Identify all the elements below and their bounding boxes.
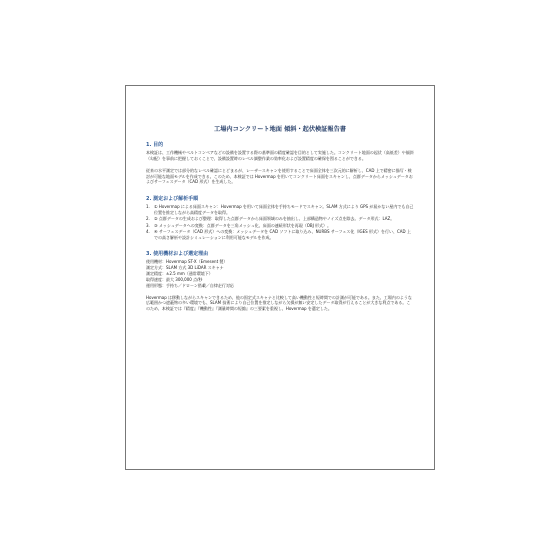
spec-line: 使用機材：Hovermap ST-X（Emesent 製） (146, 258, 228, 264)
list-number: 1. (146, 203, 150, 209)
list-item (146, 204, 414, 215)
section-gap (146, 242, 414, 247)
document-title: 工場内コンクリート地面 傾斜・起伏検証報告書 (214, 126, 346, 133)
document-page (125, 85, 435, 470)
procedure-list (146, 204, 414, 241)
spec-line: 測定精度：±2.5 mm（通常環境下） (146, 270, 213, 276)
section-purpose (146, 141, 414, 185)
paragraph: 本検証は、工作機械やベルトコンベアなどの設備を設置する際の基準面の精度確認を目的として実施した。コンクリート地面の起伏（高低差）や傾斜（勾配）を事前に把握しておくことで、設備設置時のレベル調整作業の効率化および設置精度の確保を図ることができる。 (146, 150, 414, 161)
list-text: ③ メッシュデータへの変換：点群データを三角メッシュ化、床面の連続形状を再現（OBJ 形式）。 (154, 222, 332, 228)
list-text: ① Hovermap による床面スキャン：Hovermap を用いて床面全体を手持ちモードでスキャン。SLAM 方式により GPS が届かない屋内でも自己位置を推定しながら高精度データを取得。 (154, 203, 414, 215)
list-number: 2. (146, 216, 150, 222)
list-number: 4. (146, 229, 150, 235)
paragraph: 従来の水平測定では部分的なレベル確認にとどまるが、レーザースキャンを使用することで床面全体を三次元的に解析し、CAD 上で精密に描写・検討が可能な地面モデルを作成できる。このため、本検証では Hovermap を用いてコンクリート床面をスキャンし、点群データからメッシュデータおよびサーフェスデータ（CAD 形式）を生成した。 (146, 168, 413, 185)
spec-line: 取得速度：最大 300,000 点/秒 (146, 277, 203, 283)
section-gap (146, 187, 414, 192)
list-item (146, 223, 414, 229)
section-equipment (146, 250, 414, 312)
list-text: ④ サーフェスデータ（CAD 形式）への変換：メッシュデータを CAD ソフトに取り込み、NURBS サーフェス化（IGES 形式）を行い、CAD 上での高さ解析や設計シミュレーションに利用可能なモデルを作成。 (154, 229, 411, 240)
list-item (146, 229, 414, 240)
section-procedure (146, 195, 414, 241)
paragraph: Hovermap は移動しながらスキャンできるため、他の固定式スキャナと比較して高い機動性と短時間での計測が可能である。また、工場内のような広範囲かつ遮蔽物の多い環境でも、SLAM 技術により自己位置を推定しながら欠損が無い安定したデータ取得が行えることが大きな利点である。このため、本検証では『精度』『機動性』『測量時間の短縮』の三要素を重視し、Hovermap を選定した。 (146, 294, 412, 311)
spec-line: 運用形態：手持ち／ドローン搭載／自律走行対応 (146, 283, 234, 289)
section-heading: 1. 目的 (146, 142, 164, 148)
spec-line: 測定方式：SLAM 方式 3D LiDAR スキャナ (146, 264, 224, 270)
list-item (146, 216, 414, 222)
section-heading: 3. 使用機材および選定理由 (146, 250, 209, 257)
list-text: ② 点群データの生成および整理：取得した点群データから床面領域のみを抽出し、上部構造物やノイズ点を除去。データ形式：LAZ。 (154, 216, 395, 222)
list-number: 3. (146, 222, 150, 228)
section-heading: 2. 測定および解析手順 (146, 195, 199, 202)
